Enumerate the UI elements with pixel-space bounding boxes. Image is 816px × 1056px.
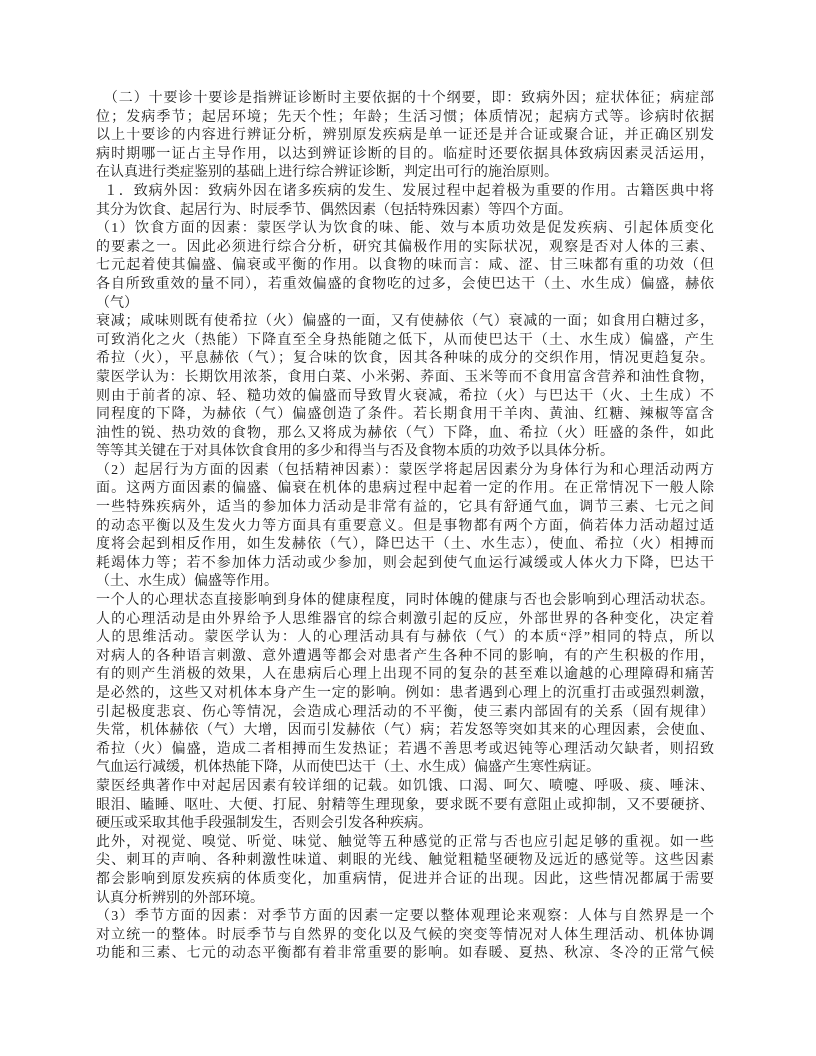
text-line: 以上十要诊的内容进行辨证分析，辨别原发疾病是单一证还是并合证或聚合证，并正确区别发 <box>96 128 714 144</box>
text-line: 可致消化之火（热能）下降直至全身热能随之低下，从而使巴达干（土、水生成）偏盛，产生 <box>96 332 714 348</box>
text-line: （1）饮食方面的因素：蒙医学认为饮食的味、能、效与本质功效是促发疾病、引起体质变化 <box>96 221 714 237</box>
text-line: （3）季节方面的因素：对季节方面的因素一定要以整体观理论来观察：人体与自然界是一个 <box>96 909 714 925</box>
text-line: 位；发病季节；起居环境；先天个性；年龄；生活习惯；体质情况；起病方式等。诊病时依据 <box>96 109 714 125</box>
text-line: 一些特殊疾病外，适当的参加体力活动是非常有益的，它具有舒通气血，调节三素、七元之间 <box>96 500 714 516</box>
text-line: 在认真进行类症鉴别的基础上进行综合辨证诊断，判定出可行的施治原则。 <box>96 165 558 181</box>
text-line: 有的则产生消极的效果，人在患病后心理上出现不同的复杂的甚至难以逾越的心理障碍和痛苦 <box>96 667 714 683</box>
text-line: 一个人的心理状态直接影响到身体的健康程度，同时体魄的健康与否也会影响到心理活动状态。 <box>96 593 714 609</box>
text-line: 度将会起到相反作用，如生发赫依（气），降巴达干（土、水生志），使血、希拉（火）相搏而 <box>96 537 714 553</box>
text-line: 七元起着使其偏盛、偏衰或平衡的作用。以食物的味而言：咸、涩、甘三味都有重的功效（但 <box>96 258 714 274</box>
text-line: 同程度的下降，为赫依（气）偏盛创造了条件。若长期食用干羊肉、黄油、红糖、辣椒等富含 <box>96 407 714 423</box>
text-line: 病时期哪一证占主导作用，以达到辨证诊断的目的。临症时还要依据具体致病因素灵活运用， <box>96 146 714 162</box>
text-line: 是必然的，这些又对机体本身产生一定的影响。例如：患者遇到心理上的沉重打击或强烈刺激， <box>96 686 714 701</box>
text-line: 各自所致重效的量不同），若重效偏盛的食物吃的过多，会使巴达干（土、水生成）偏盛，赫依 <box>96 276 714 292</box>
text-line: 眼泪、瞌睡、呕吐、大便、打屁、射精等生理现象，要求既不要有意阻止或抑制，又不要硬挤、 <box>96 797 714 813</box>
text-block <box>96 90 714 964</box>
text-line: 气血运行减缓，机体热能下降，从而使巴达干（土、水生成）偏盛产生寒性病证。 <box>96 760 600 776</box>
text-line: 尖、刺耳的声响、各种刺激性味道、刺眼的光线、触觉粗糙坚硬物及远近的感觉等。这些因素 <box>96 853 714 869</box>
text-line: （气） <box>96 295 138 311</box>
text-line: 希拉（火）偏盛，造成二者相搏而生发热证；若遇不善思考或迟钝等心理活动欠缺者，则招致 <box>96 741 714 757</box>
text-line: 失常，机体赫依（气）大增，因而引发赫依（气）病；若发怒等突如其来的心理因素，会使血、 <box>96 723 714 739</box>
text-line: 功能和三素、七元的动态平衡都有着非常重要的影响。如春暖、夏热、秋凉、冬冷的正常气候 <box>96 946 714 962</box>
text-line: 人的心理活动是由外界给予人思维器官的综合刺激引起的反应，外部世界的各种变化，决定着 <box>96 611 714 627</box>
text-line: 的动态平衡以及生发火力等方面具有重要意义。但是事物都有两个方面，倘若体力活动超过适 <box>96 518 714 534</box>
text-line: （二）十要诊十要诊是指辨证诊断时主要依据的十个纲要，即：致病外因；症状体征；病症部 <box>96 91 714 106</box>
text-line: 人的思维活动。蒙医学认为：人的心理活动具有与赫依（气）的本质“浮”相同的特点，所以 <box>96 630 714 646</box>
text-line: 耗竭体力等；若不参加体力活动或少参加，则会起到使气血运行减缓或人体火力下降，巴达干 <box>96 555 714 571</box>
text-line: 蒙医学认为：长期饮用浓茶，食用白菜、小米粥、荞面、玉米等而不食用富含营养和油性食物， <box>96 369 714 385</box>
text-line: 其分为饮食、起居行为、时辰季节、偶然因素（包括特殊因素）等四个方面。 <box>96 202 572 218</box>
text-line: （2）起居行为方面的因素（包括精神因素）：蒙医学将起居因素分为身体行为和心理活动两方 <box>96 462 714 478</box>
text-line: 衰减；咸味则既有使希拉（火）偏盛的一面，又有使赫依（气）衰减的一面；如食用白糖过多， <box>96 314 714 330</box>
text-line: 硬压或采取其他手段强制发生，否则会引发各种疾病。 <box>96 816 432 832</box>
text-line: 等等其关键在于对具体饮食食用的多少和得当与否及食物本质的功效予以具体分析。 <box>96 444 614 460</box>
text-line: 蒙医经典著作中对起居因素有较详细的记载。如饥饿、口渴、呵欠、喷嚏、呼吸、痰、唾沫、 <box>96 778 714 794</box>
text-line: 油性的锐、热功效的食物，那么又将成为赫依（气）下降，血、希拉（火）旺盛的条件，如此 <box>96 425 714 441</box>
text-line: 都会影响到原发疾病的体质变化，加重病情，促进并合证的出现。因此，这些情况都属于需要 <box>96 871 714 887</box>
text-line: 此外，对视觉、嗅觉、听觉、味觉、触觉等五种感觉的正常与否也应引起足够的重视。如一些 <box>96 834 714 850</box>
text-line: 引起极度悲哀、伤心等情况，会造成心理活动的不平衡，使三素内部固有的关系（固有规律） <box>96 704 714 720</box>
text-line: 对立统一的整体。时辰季节与自然界的变化以及气候的突变等情况对人体生理活动、机体协调 <box>96 927 714 943</box>
text-line: １．致病外因：致病外因在诸多疾病的发生、发展过程中起着极为重要的作用。古籍医典中将 <box>96 183 714 199</box>
text-line: 希拉（火），平息赫依（气）；复合味的饮食，因其各种味的成分的交织作用，情况更趋复杂。 <box>96 351 714 367</box>
text-line: 面。这两方面因素的偏盛、偏衰在机体的患病过程中起着一定的作用。在正常情况下一般人除 <box>96 481 714 497</box>
text-line: 对病人的各种语言刺激、意外遭遇等都会对患者产生各种不同的影响，有的产生积极的作用， <box>96 648 714 664</box>
text-line: 的要素之一。因此必须进行综合分析，研究其偏极作用的实际状况，观察是否对人体的三素、 <box>96 239 714 255</box>
text-line: 认真分析辨别的外部环境。 <box>96 890 264 906</box>
text-line: 则由于前者的凉、轻、糙功效的偏盛而导致胃火衰减，希拉（火）与巴达干（火、土生成）不 <box>96 388 714 404</box>
text-line: （土、水生成）偏盛等作用。 <box>96 574 278 590</box>
